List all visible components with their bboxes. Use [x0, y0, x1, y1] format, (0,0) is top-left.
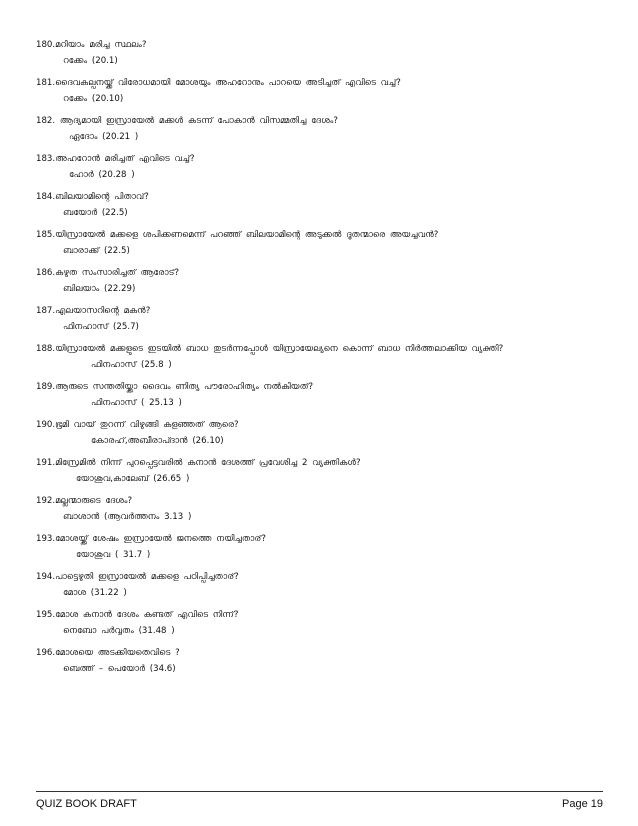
question-text: 183.അഹറോൻ മരിച്ചത് എവിടെ വച്ച്? — [36, 154, 195, 164]
answer-text: ഹോർ (20.28 ) — [69, 170, 135, 180]
answer-text: ഫിനഹാസ് (25.8 ) — [91, 360, 172, 370]
answer-text: ഫിനഹാസ് ( 25.13 ) — [91, 398, 182, 408]
question-text: 193.മോശയ്ക്ക് ശേഷം ഇസ്രായേൽ ജനത്തെ നയിച്ചതാര്? — [36, 534, 266, 544]
question-text: 186.കഴുത സംസാരിച്ചത് ആരോട്? — [36, 268, 180, 278]
answer-text: യോശുവ,കാലേബ് (26.65 ) — [76, 474, 190, 484]
answer-text: ഏദോം (20.21 ) — [69, 132, 139, 142]
answer-text: യോശുവ ( 31.7 ) — [76, 550, 151, 560]
answer-text: ബയോർ (22.5) — [63, 208, 128, 218]
question-text: 188.യിസ്രായേൽ മക്കളുടെ ഇടയിൽ ബാധ തുടർന്നപ്പോൾ യിസ്രായേല്യനെ കൊന്ന് ബാധ നിർത്തലാക്കിയ വ്യക്തി? — [36, 344, 504, 354]
answer-text: മോശ (31.22 ) — [63, 588, 127, 598]
question-text: 182. ആദ്യമായി ഇസ്രായേൽ മക്കൾ കടന്ന് പോകാൻ വിസമ്മതിച്ച ദേശം? — [36, 116, 338, 126]
answer-text: ബിലയാം (22.29) — [63, 284, 136, 294]
answer-text: റക്കേം (20.1) — [63, 56, 118, 66]
question-answer-list — [36, 39, 602, 685]
question-text: 189.ആരുടെ സന്തതിയ്ക്കാ ദൈവം ണിത്യ പൗരോഹിത്യം നൽകിയത്? — [36, 382, 314, 392]
question-text: 190.ഭൂമി വായ് തുറന്ന് വിഴുങ്ങി കളഞ്ഞത് ആരെ? — [36, 420, 239, 430]
answer-text: കോരഹ്,അബീരാപ്ദാൻ (26.10) — [91, 436, 224, 446]
answer-text: ബാശാൻ (ആവർത്തനം 3.13 ) — [63, 512, 192, 522]
footer-page-number: Page 19 — [562, 798, 603, 810]
question-text: 181.ദൈവകല്പനയ്ക്ക് വിരോധമായി മോശയും അഹറോനും പാറയെ അടിച്ചത് എവിടെ വച്ച്? — [36, 78, 401, 88]
question-text: 184.ബിലയാമിന്റെ പിതാവ്? — [36, 192, 149, 202]
question-text: 195.മോശ കനാൻ ദേശം കണ്ടത് എവിടെ നിന്ന്? — [36, 610, 239, 620]
answer-text: ബെത്ത് – പെയോർ (34.6) — [63, 664, 176, 674]
question-text: 196.മോശയെ അടക്കിയതെവിടെ ? — [36, 648, 180, 658]
question-text: 192.മല്ലന്മാരുടെ ദേശം? — [36, 496, 133, 506]
answer-text: ബാരാക്ക് (22.5) — [63, 246, 130, 256]
question-text: 191.മിസ്രേമിൽ നിന്ന് പുറപ്പെട്ടവരിൽ കനാൻ ദേശത്ത് പ്രവേശിച്ച 2 വ്യക്തികൾ? — [36, 458, 361, 468]
question-text: 194.പാട്ടെഴുതി ഇസ്രായേൽ മക്കളെ പഠിപ്പിച്ചതാര്? — [36, 572, 239, 582]
answer-text: ഫിനഹാസ് (25.7) — [63, 322, 139, 332]
answer-text: നെബോ പർവ്വതം (31.48 ) — [63, 626, 175, 636]
question-text: 180.മറിയാം മരിച്ച സ്ഥലം? — [36, 40, 147, 50]
question-text: 185.യിസ്രായേൽ മക്കളെ ശപിക്കണമെന്ന് പറഞ്ഞ് ബിലയാമിന്റെ അടുക്കൽ ദൂതന്മാരെ അയച്ചവൻ? — [36, 230, 439, 240]
answer-text: റക്കേം (20.10) — [63, 94, 124, 104]
page-footer — [36, 791, 603, 810]
question-text: 187.എലയാസറിന്റെ മകൻ? — [36, 306, 151, 316]
footer-title: QUIZ BOOK DRAFT — [36, 798, 137, 810]
